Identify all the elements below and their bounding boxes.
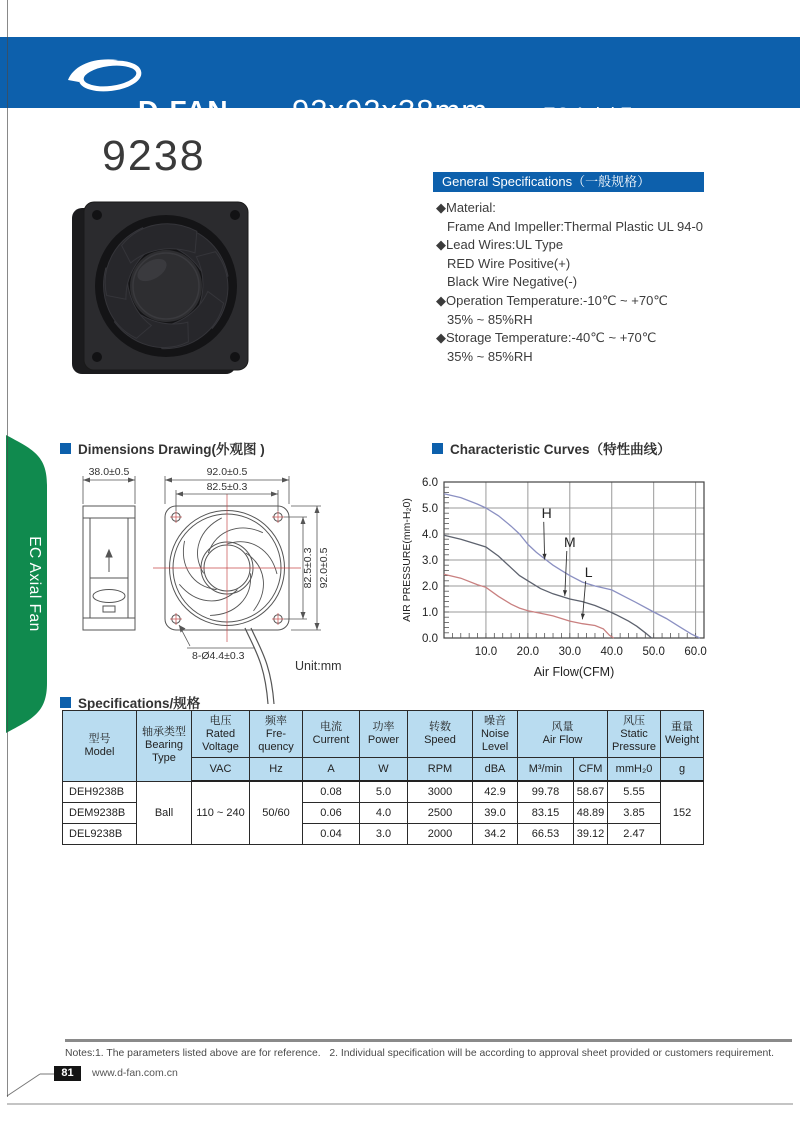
section-curves-label: Characteristic Curves（特性曲线） (450, 442, 671, 457)
airflow-cfm-value: 48.89 (574, 803, 608, 824)
page-left-border (7, 0, 8, 1097)
svg-text:Air Flow(CFM): Air Flow(CFM) (533, 665, 615, 679)
dfan-logo-icon (66, 55, 144, 95)
notes-text: Notes:1. The parameters listed above are for reference. 2. Individual specification will be according to approval sheet provided or customers requirement. (65, 1048, 775, 1059)
dim-outer-height-v: 92.0±0.5 (318, 547, 330, 589)
spec-line: ◆Material: (436, 200, 496, 215)
blue-square-icon (60, 697, 71, 708)
svg-text:5.0: 5.0 (422, 503, 438, 515)
unit-hz: Hz (250, 758, 303, 782)
spec-line: 35% ~ 85%RH (447, 348, 533, 364)
unit-rpm: RPM (408, 758, 473, 782)
weight-value: 152 (661, 781, 704, 845)
spec-line: ◆Storage Temperature:-40℃ ~ +70℃ (436, 330, 657, 346)
airflow-cfm-value: 39.12 (574, 824, 608, 845)
current-value: 0.06 (303, 803, 360, 824)
general-specs-list (436, 199, 776, 366)
svg-text:H: H (541, 504, 552, 521)
model-number: 9238 (102, 132, 206, 180)
dim-unit: Unit:mm (295, 659, 342, 673)
unit-a: A (303, 758, 360, 782)
pressure-value: 2.47 (608, 824, 661, 845)
dim-hole-span: 82.5±0.3 (206, 481, 248, 493)
spec-line: Frame And Impeller:Thermal Plastic UL 94-0 (447, 218, 704, 234)
characteristic-curves-chart (398, 452, 770, 700)
svg-text:20.0: 20.0 (516, 646, 540, 658)
model-name: DEM9238B (63, 803, 137, 824)
blue-square-icon (60, 443, 71, 454)
dimensions-drawing (55, 460, 405, 708)
side-tab-label: EC Axial Fan (26, 536, 43, 632)
dim-hole-span-v: 82.5±0.3 (302, 547, 314, 589)
pressure-value: 5.55 (608, 781, 661, 803)
airflow-m3-value: 99.78 (518, 781, 574, 803)
power-value: 3.0 (360, 824, 408, 845)
col-weight: 重量 Weight (661, 711, 704, 758)
product-type-title: EC Axial Fan (543, 105, 653, 126)
noise-value: 42.9 (473, 781, 518, 803)
col-noise: 噪音 Noise Level (473, 711, 518, 758)
bearing-value: Ball (137, 781, 192, 845)
power-value: 4.0 (360, 803, 408, 824)
airflow-cfm-value: 58.67 (574, 781, 608, 803)
col-voltage: 电压 Rated Voltage (192, 711, 250, 758)
spec-line: RED Wire Positive(+) (447, 255, 571, 271)
unit-g: g (661, 758, 704, 782)
svg-text:40.0: 40.0 (600, 646, 623, 658)
svg-text:0.0: 0.0 (422, 633, 438, 645)
section-specifications-label: Specifications/规格 (78, 696, 201, 711)
col-frequency: 频率 Fre-quency (250, 711, 303, 758)
col-bearing: 轴承类型 Bearing Type (137, 711, 192, 782)
section-dimensions (60, 438, 265, 458)
svg-text:4.0: 4.0 (422, 529, 438, 541)
unit-m3min: M³/min (518, 758, 574, 782)
svg-text:3.0: 3.0 (422, 555, 438, 567)
svg-text:M: M (563, 534, 576, 550)
speed-value: 2500 (408, 803, 473, 824)
svg-text:6.0: 6.0 (422, 477, 438, 489)
frequency-value: 50/60 (250, 781, 303, 845)
col-speed: 转数 Speed (408, 711, 473, 758)
speed-value: 3000 (408, 781, 473, 803)
dim-side-width: 38.0±0.5 (88, 466, 130, 478)
section-specifications (60, 692, 200, 712)
unit-w: W (360, 758, 408, 782)
table-row (63, 781, 704, 803)
model-name: DEL9238B (63, 824, 137, 845)
unit-mmh2o: mmH₂0 (608, 758, 661, 782)
page-number-badge: 81 (54, 1066, 81, 1081)
spec-line: Black Wire Negative(-) (447, 274, 578, 290)
noise-value: 39.0 (473, 803, 518, 824)
voltage-value: 110 ~ 240 (192, 781, 250, 845)
col-pressure: 风压 Static Pressure (608, 711, 661, 758)
svg-text:50.0: 50.0 (642, 646, 665, 658)
col-model: 型号 Model (63, 711, 137, 782)
specifications-table (62, 710, 704, 845)
airflow-m3-value: 66.53 (518, 824, 574, 845)
pressure-value: 3.85 (608, 803, 661, 824)
svg-text:30.0: 30.0 (558, 646, 582, 658)
svg-text:10.0: 10.0 (474, 646, 498, 658)
unit-vac: VAC (192, 758, 250, 782)
fan-product-photo (70, 198, 252, 380)
section-dimensions-label: Dimensions Drawing(外观图 ) (78, 442, 265, 457)
current-value: 0.04 (303, 824, 360, 845)
dim-hole-note: 8-Ø4.4±0.3 (192, 650, 245, 662)
brand-name: D-FAN (138, 95, 229, 126)
unit-dba: dBA (473, 758, 518, 782)
speed-value: 2000 (408, 824, 473, 845)
spec-line: 35% ~ 85%RH (447, 311, 533, 327)
current-value: 0.08 (303, 781, 360, 803)
unit-cfm: CFM (574, 758, 608, 782)
website-text: www.d-fan.com.cn (92, 1067, 178, 1079)
spec-line: ◆Operation Temperature:-10℃ ~ +70℃ (436, 292, 668, 308)
svg-text:AIR PRESSURE(mm-H₂0): AIR PRESSURE(mm-H₂0) (401, 498, 413, 622)
header-band (0, 37, 800, 128)
svg-text:60.0: 60.0 (684, 646, 707, 658)
side-tab (6, 433, 52, 735)
svg-text:2.0: 2.0 (422, 581, 438, 593)
general-specs-header: General Specifications（一般规格） (433, 172, 704, 192)
dim-outer-width: 92.0±0.5 (206, 466, 248, 478)
spec-line: ◆Lead Wires:UL Type (436, 237, 564, 253)
power-value: 5.0 (360, 781, 408, 803)
fan-size-title: 92x92x38mm (292, 93, 489, 128)
svg-text:L: L (584, 563, 593, 580)
col-power: 功率 Power (360, 711, 408, 758)
col-airflow: 风量 Air Flow (518, 711, 608, 758)
svg-text:1.0: 1.0 (422, 607, 438, 619)
noise-value: 34.2 (473, 824, 518, 845)
notes-divider (65, 1039, 792, 1042)
model-name: DEH9238B (63, 781, 137, 803)
table-header-row (63, 711, 704, 758)
airflow-m3-value: 83.15 (518, 803, 574, 824)
col-current: 电流 Current (303, 711, 360, 758)
